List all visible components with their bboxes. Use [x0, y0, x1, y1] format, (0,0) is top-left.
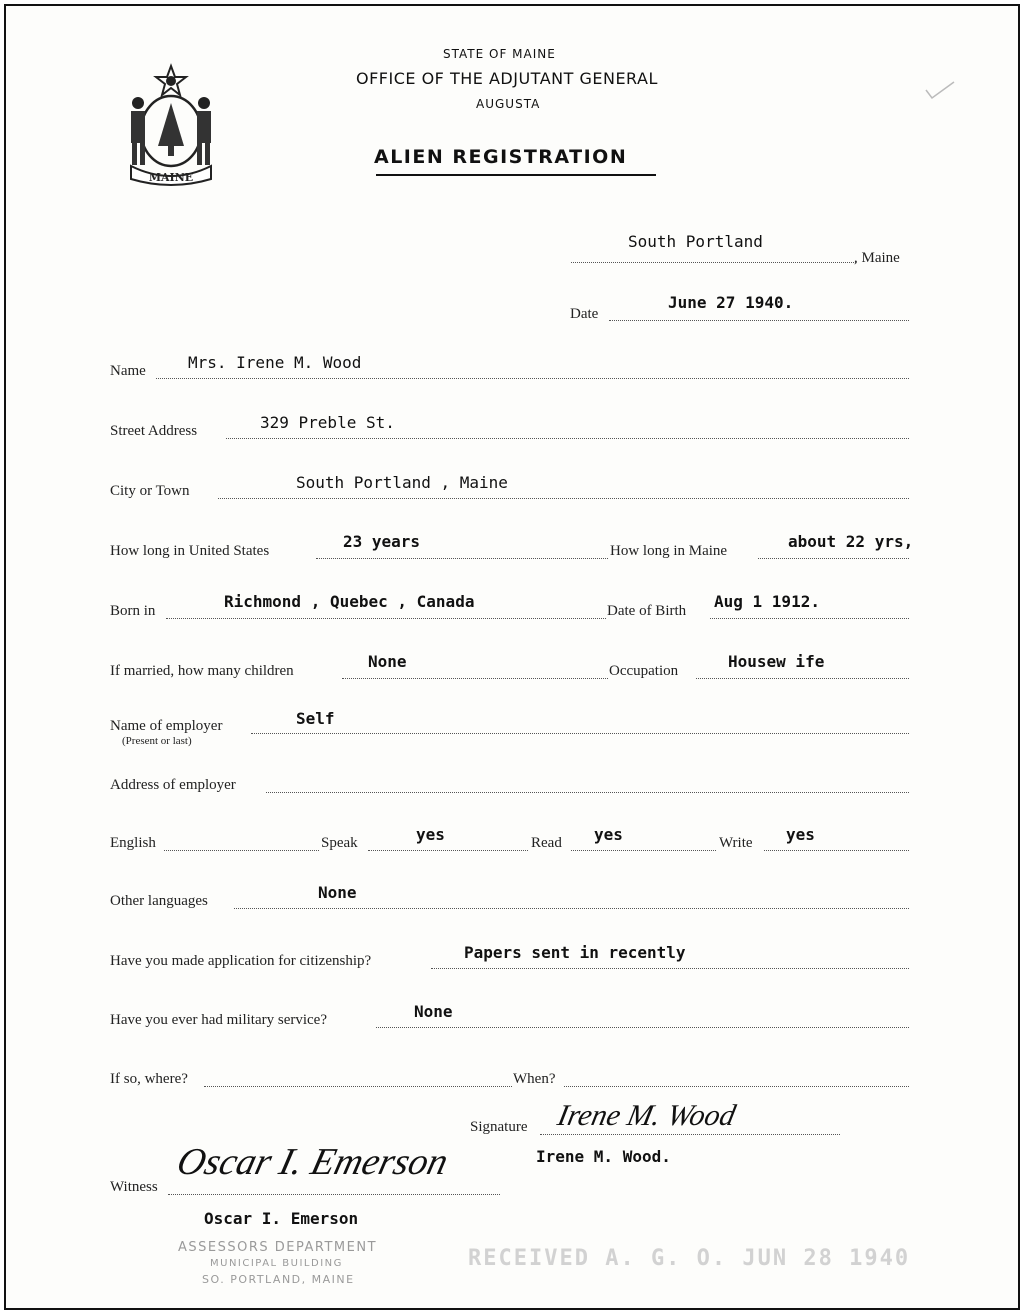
employer-line: [251, 733, 909, 734]
registration-form: [4, 4, 1020, 1310]
signature-label: Signature: [470, 1119, 528, 1135]
employer-address-label: Address of employer: [110, 777, 236, 793]
born-in-label: Born in: [110, 603, 156, 619]
received-stamp: RECEIVED A. G. O. JUN 28 1940: [468, 1246, 911, 1271]
name-label: Name: [110, 363, 146, 379]
city-label: City or Town: [110, 483, 190, 499]
employer-label: Name of employer: [110, 718, 223, 734]
dob-label: Date of Birth: [607, 603, 687, 619]
stamp-line-3: SO. PORTLAND, MAINE: [202, 1273, 355, 1286]
witness-typed: Oscar I. Emerson: [204, 1209, 359, 1228]
street-label: Street Address: [110, 423, 198, 439]
check-mark-icon: [924, 78, 956, 102]
children-value: None: [368, 652, 407, 671]
how-long-me-label: How long in Maine: [610, 543, 728, 559]
dob-line: [710, 618, 909, 619]
seal-label: MAINE: [148, 171, 194, 184]
born-in-value: Richmond , Quebec , Canada: [224, 592, 475, 611]
other-languages-value: None: [318, 883, 357, 902]
born-in-line: [166, 618, 606, 619]
employer-address-line: [266, 792, 909, 793]
how-long-us-value: 23 years: [343, 532, 421, 551]
read-label: Read: [531, 835, 562, 851]
read-value: yes: [594, 825, 623, 844]
military-line: [376, 1027, 909, 1028]
read-line: [571, 850, 716, 851]
write-line: [764, 850, 909, 851]
employer-sublabel: (Present or last): [122, 735, 192, 747]
speak-label: Speak: [321, 835, 358, 851]
date-label: Date: [570, 306, 599, 322]
street-line: [226, 438, 909, 439]
children-line: [342, 678, 608, 679]
header-office: OFFICE OF THE ADJUTANT GENERAL: [356, 69, 658, 88]
name-line: [156, 378, 909, 379]
citizenship-value: Papers sent in recently: [464, 943, 686, 962]
stamp-line-2: MUNICIPAL BUILDING: [210, 1258, 343, 1269]
military-value: None: [414, 1002, 453, 1021]
name-value: Mrs. Irene M. Wood: [188, 353, 362, 372]
header-city: AUGUSTA: [476, 97, 541, 111]
write-value: yes: [786, 825, 815, 844]
date-line: [609, 320, 909, 321]
form-title: ALIEN REGISTRATION: [374, 146, 628, 168]
occupation-value: Housew ife: [728, 652, 825, 671]
speak-value: yes: [416, 825, 445, 844]
employer-value: Self: [296, 709, 335, 728]
how-long-me-line: [758, 558, 909, 559]
place-value: South Portland: [628, 232, 763, 251]
title-underline: [376, 174, 656, 176]
city-value: South Portland , Maine: [296, 473, 508, 492]
place-line: [571, 262, 856, 263]
witness-line: [168, 1194, 500, 1195]
when-label: When?: [513, 1071, 556, 1087]
header-state: STATE OF MAINE: [443, 47, 556, 61]
citizenship-line: [431, 968, 909, 969]
witness-label: Witness: [110, 1179, 158, 1195]
witness-handwritten: Oscar I. Emerson: [172, 1141, 453, 1183]
city-line: [218, 498, 909, 499]
place-suffix: , Maine: [854, 250, 900, 266]
street-value: 329 Preble St.: [260, 413, 395, 432]
military-label: Have you ever had military service?: [110, 1012, 327, 1028]
how-long-us-line: [316, 558, 608, 559]
how-long-me-value: about 22 yrs,: [788, 532, 914, 551]
write-label: Write: [719, 835, 753, 851]
date-value: June 27 1940.: [668, 293, 794, 312]
signature-handwritten: Irene M. Wood: [554, 1099, 739, 1132]
stamp-line-1: ASSESSORS DEPARTMENT: [178, 1240, 378, 1255]
state-seal-icon: [116, 61, 226, 191]
other-languages-label: Other languages: [110, 893, 208, 909]
occupation-line: [696, 678, 909, 679]
english-line: [164, 850, 319, 851]
how-long-us-label: How long in United States: [110, 543, 270, 559]
where-line: [204, 1086, 512, 1087]
children-label: If married, how many children: [110, 663, 294, 679]
when-line: [564, 1086, 909, 1087]
citizenship-label: Have you made application for citizenship?: [110, 953, 372, 969]
speak-line: [368, 850, 528, 851]
other-languages-line: [234, 908, 909, 909]
occupation-label: Occupation: [609, 663, 679, 679]
dob-value: Aug 1 1912.: [714, 592, 820, 611]
signature-typed: Irene M. Wood.: [536, 1147, 671, 1166]
where-label: If so, where?: [110, 1071, 188, 1087]
signature-line: [540, 1134, 840, 1135]
english-label: English: [110, 835, 156, 851]
